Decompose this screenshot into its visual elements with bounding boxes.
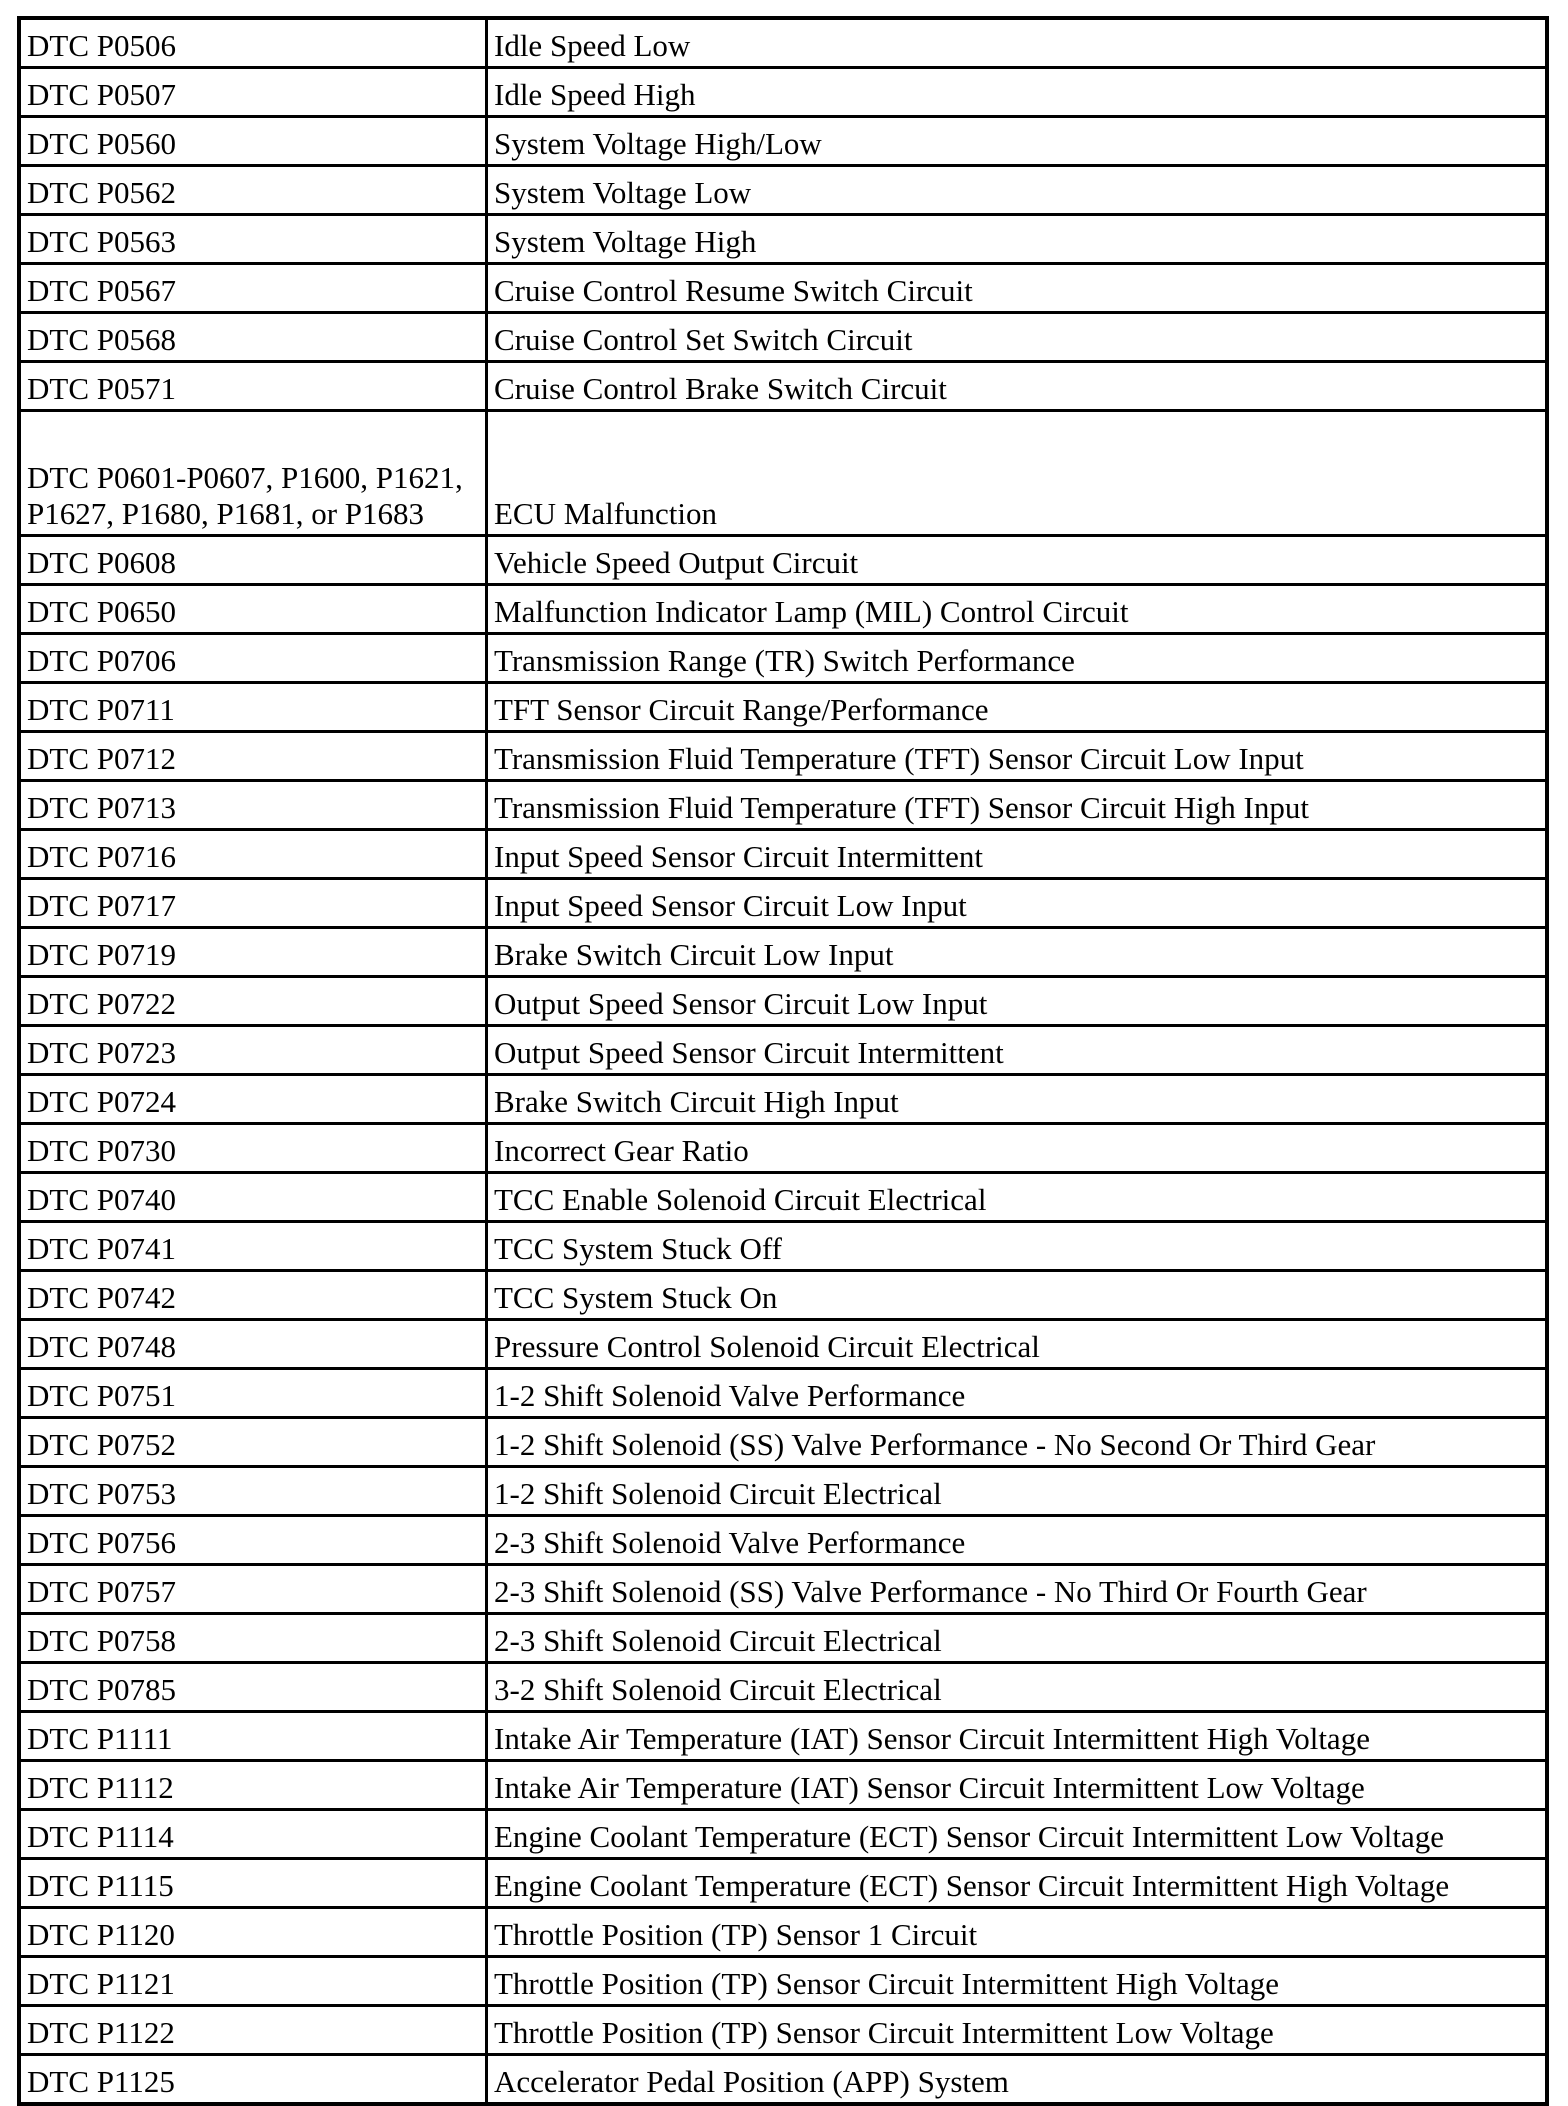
dtc-code-cell: DTC P1114 (19, 1810, 487, 1859)
dtc-description-cell: Throttle Position (TP) Sensor 1 Circuit (487, 1908, 1548, 1957)
dtc-description-cell: Incorrect Gear Ratio (487, 1124, 1548, 1173)
table-row (19, 411, 1547, 536)
table-row (19, 1663, 1547, 1712)
dtc-code-cell: DTC P0713 (19, 781, 487, 830)
table-row (19, 215, 1547, 264)
table-row (19, 1418, 1547, 1467)
table-row (19, 1761, 1547, 1810)
dtc-description-cell: Accelerator Pedal Position (APP) System (487, 2055, 1548, 2105)
dtc-description-cell: 1-2 Shift Solenoid Circuit Electrical (487, 1467, 1548, 1516)
dtc-code-cell: DTC P1125 (19, 2055, 487, 2105)
dtc-code-cell: DTC P0758 (19, 1614, 487, 1663)
table-row (19, 683, 1547, 732)
table-row (19, 362, 1547, 411)
dtc-code-cell: DTC P0757 (19, 1565, 487, 1614)
dtc-description-cell: TCC System Stuck Off (487, 1222, 1548, 1271)
dtc-code-cell: DTC P0742 (19, 1271, 487, 1320)
dtc-code-cell: DTC P0706 (19, 634, 487, 683)
dtc-description-cell: 1-2 Shift Solenoid (SS) Valve Performance - No Second Or Third Gear (487, 1418, 1548, 1467)
dtc-description-cell: Vehicle Speed Output Circuit (487, 536, 1548, 585)
dtc-description-cell: TFT Sensor Circuit Range/Performance (487, 683, 1548, 732)
table-row (19, 1075, 1547, 1124)
dtc-description-cell: Cruise Control Brake Switch Circuit (487, 362, 1548, 411)
dtc-code-cell: DTC P0650 (19, 585, 487, 634)
dtc-description-cell: Transmission Range (TR) Switch Performance (487, 634, 1548, 683)
table-row (19, 2006, 1547, 2055)
dtc-description-cell: Cruise Control Set Switch Circuit (487, 313, 1548, 362)
dtc-description-cell: Pressure Control Solenoid Circuit Electrical (487, 1320, 1548, 1369)
table-row (19, 1369, 1547, 1418)
dtc-code-cell: DTC P1115 (19, 1859, 487, 1908)
dtc-description-cell: Input Speed Sensor Circuit Intermittent (487, 830, 1548, 879)
table-row (19, 1614, 1547, 1663)
dtc-description-cell: ECU Malfunction (487, 411, 1548, 536)
dtc-description-cell: 1-2 Shift Solenoid Valve Performance (487, 1369, 1548, 1418)
dtc-code-cell: DTC P1111 (19, 1712, 487, 1761)
table-row (19, 879, 1547, 928)
dtc-table (17, 16, 1549, 2106)
dtc-code-cell: DTC P1122 (19, 2006, 487, 2055)
table-row (19, 18, 1547, 68)
dtc-code-cell: DTC P0756 (19, 1516, 487, 1565)
table-row (19, 1026, 1547, 1075)
table-row (19, 781, 1547, 830)
dtc-description-cell: Malfunction Indicator Lamp (MIL) Control Circuit (487, 585, 1548, 634)
dtc-description-cell: Transmission Fluid Temperature (TFT) Sensor Circuit High Input (487, 781, 1548, 830)
table-row (19, 117, 1547, 166)
dtc-code-cell: DTC P0753 (19, 1467, 487, 1516)
dtc-description-cell: 2-3 Shift Solenoid Circuit Electrical (487, 1614, 1548, 1663)
dtc-description-cell: Engine Coolant Temperature (ECT) Sensor Circuit Intermittent Low Voltage (487, 1810, 1548, 1859)
table-row (19, 1712, 1547, 1761)
dtc-description-cell: Transmission Fluid Temperature (TFT) Sensor Circuit Low Input (487, 732, 1548, 781)
table-row (19, 1908, 1547, 1957)
dtc-description-cell: 2-3 Shift Solenoid Valve Performance (487, 1516, 1548, 1565)
dtc-code-cell: DTC P0785 (19, 1663, 487, 1712)
dtc-description-cell: Intake Air Temperature (IAT) Sensor Circuit Intermittent Low Voltage (487, 1761, 1548, 1810)
table-row (19, 166, 1547, 215)
table-row (19, 68, 1547, 117)
dtc-code-cell: DTC P0751 (19, 1369, 487, 1418)
table-row (19, 977, 1547, 1026)
dtc-code-cell: DTC P0507 (19, 68, 487, 117)
dtc-code-cell: DTC P0563 (19, 215, 487, 264)
dtc-code-cell: DTC P0562 (19, 166, 487, 215)
table-row (19, 1810, 1547, 1859)
dtc-description-cell: Idle Speed High (487, 68, 1548, 117)
dtc-description-cell: Brake Switch Circuit Low Input (487, 928, 1548, 977)
table-row (19, 1173, 1547, 1222)
table-row (19, 536, 1547, 585)
dtc-code-cell: DTC P0506 (19, 18, 487, 68)
dtc-code-cell: DTC P0717 (19, 879, 487, 928)
table-row (19, 1859, 1547, 1908)
table-row (19, 732, 1547, 781)
dtc-description-cell: System Voltage High (487, 215, 1548, 264)
dtc-code-cell: DTC P0740 (19, 1173, 487, 1222)
table-row (19, 1320, 1547, 1369)
table-row (19, 1516, 1547, 1565)
dtc-description-cell: Throttle Position (TP) Sensor Circuit Intermittent Low Voltage (487, 2006, 1548, 2055)
dtc-code-cell: DTC P0724 (19, 1075, 487, 1124)
dtc-description-cell: Brake Switch Circuit High Input (487, 1075, 1548, 1124)
dtc-code-cell: DTC P0712 (19, 732, 487, 781)
table-row (19, 830, 1547, 879)
table-row (19, 928, 1547, 977)
dtc-code-cell: DTC P0608 (19, 536, 487, 585)
table-row (19, 1565, 1547, 1614)
dtc-description-cell: Cruise Control Resume Switch Circuit (487, 264, 1548, 313)
dtc-description-cell: System Voltage High/Low (487, 117, 1548, 166)
table-row (19, 1271, 1547, 1320)
table-row (19, 1957, 1547, 2006)
dtc-code-cell: DTC P0716 (19, 830, 487, 879)
table-row (19, 1222, 1547, 1271)
dtc-code-cell: DTC P0722 (19, 977, 487, 1026)
dtc-code-cell: DTC P0730 (19, 1124, 487, 1173)
dtc-code-cell: DTC P0748 (19, 1320, 487, 1369)
dtc-code-cell: DTC P1112 (19, 1761, 487, 1810)
dtc-description-cell: Input Speed Sensor Circuit Low Input (487, 879, 1548, 928)
dtc-code-cell: DTC P0601-P0607, P1600, P1621, P1627, P1680, P1681, or P1683 (19, 411, 487, 536)
table-row (19, 264, 1547, 313)
table-row (19, 585, 1547, 634)
table-row (19, 2055, 1547, 2105)
dtc-code-cell: DTC P0560 (19, 117, 487, 166)
dtc-description-cell: 2-3 Shift Solenoid (SS) Valve Performance - No Third Or Fourth Gear (487, 1565, 1548, 1614)
dtc-description-cell: Engine Coolant Temperature (ECT) Sensor Circuit Intermittent High Voltage (487, 1859, 1548, 1908)
dtc-description-cell: TCC Enable Solenoid Circuit Electrical (487, 1173, 1548, 1222)
dtc-description-cell: Idle Speed Low (487, 18, 1548, 68)
dtc-description-cell: System Voltage Low (487, 166, 1548, 215)
dtc-document (17, 16, 1549, 2106)
dtc-description-cell: Throttle Position (TP) Sensor Circuit Intermittent High Voltage (487, 1957, 1548, 2006)
table-row (19, 1467, 1547, 1516)
dtc-description-cell: Intake Air Temperature (IAT) Sensor Circuit Intermittent High Voltage (487, 1712, 1548, 1761)
dtc-code-cell: DTC P0571 (19, 362, 487, 411)
table-row (19, 1124, 1547, 1173)
dtc-code-cell: DTC P1121 (19, 1957, 487, 2006)
dtc-code-cell: DTC P0723 (19, 1026, 487, 1075)
dtc-code-cell: DTC P0741 (19, 1222, 487, 1271)
dtc-code-cell: DTC P0567 (19, 264, 487, 313)
dtc-code-cell: DTC P0568 (19, 313, 487, 362)
dtc-code-cell: DTC P0719 (19, 928, 487, 977)
table-row (19, 634, 1547, 683)
table-row (19, 313, 1547, 362)
dtc-code-cell: DTC P0752 (19, 1418, 487, 1467)
dtc-description-cell: TCC System Stuck On (487, 1271, 1548, 1320)
dtc-code-cell: DTC P1120 (19, 1908, 487, 1957)
dtc-description-cell: 3-2 Shift Solenoid Circuit Electrical (487, 1663, 1548, 1712)
dtc-description-cell: Output Speed Sensor Circuit Low Input (487, 977, 1548, 1026)
dtc-code-cell: DTC P0711 (19, 683, 487, 732)
dtc-description-cell: Output Speed Sensor Circuit Intermittent (487, 1026, 1548, 1075)
